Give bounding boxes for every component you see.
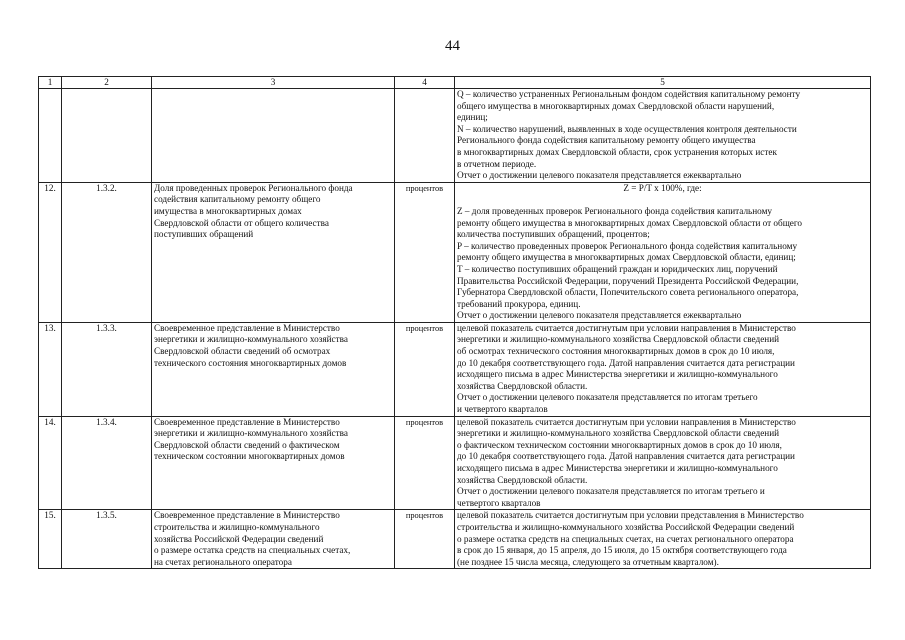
detail-line: строительства и жилищно-коммунального хозяйства Российской Федерации сведений — [457, 521, 795, 532]
column-header: 5 — [455, 77, 871, 89]
calculation-method-cell — [455, 322, 871, 416]
detail-line: до 10 декабря соответствующего года. Датой направления считается дата регистрации — [457, 357, 795, 368]
detail-line: Z = P/T x 100%, где: — [623, 182, 702, 193]
table-header-row — [39, 77, 871, 89]
detail-line: Отчет о достижении целевого показателя представляется по итогам третьего — [457, 392, 758, 403]
detail-line: целевой показатель считается достигнутым при условии направления в Министерство — [457, 322, 796, 333]
indicator-code-cell: 1.3.5. — [62, 510, 152, 569]
indicator-code-cell — [62, 89, 152, 183]
calculation-method-cell — [455, 89, 871, 183]
detail-line: единиц; — [457, 112, 488, 123]
table-row — [39, 416, 871, 510]
indicator-name-cell: Доля проведенных проверок Регионального фонда содействия капитальному ремонту общего имущества в многоквартирных домах Свердловской области от общего количества поступивших обращений — [152, 182, 395, 322]
detail-line: Z – доля проведенных проверок Регионального фонда содействия капитальному — [457, 205, 772, 216]
detail-line — [457, 194, 868, 206]
table-row — [39, 182, 871, 322]
unit-cell: процентов — [395, 322, 455, 416]
indicator-name-cell: Своевременное представление в Министерство строительства и жилищно-коммунального хозяйства Российской Федерации сведений о размере остатка средств на специальных счетах, на счетах регионального оператора — [152, 510, 395, 569]
table-row — [39, 510, 871, 569]
column-header: 2 — [62, 77, 152, 89]
detail-line: целевой показатель считается достигнутым при условии представления в Министерство — [457, 510, 804, 521]
detail-line: Отчет о достижении целевого показателя представляется ежеквартально — [457, 310, 742, 321]
detail-line: о фактическом техническом состоянии многоквартирных домов в срок до 10 июля, — [457, 439, 782, 450]
detail-line: требований прокурора, единиц. — [457, 298, 581, 309]
detail-line: в отчетном периоде. — [457, 158, 537, 169]
page-number: 44 — [445, 38, 460, 54]
detail-line: Регионального фонда содействия капитальному ремонту общего имущества — [457, 135, 756, 146]
indicator-code-cell: 1.3.2. — [62, 182, 152, 322]
detail-line: энергетики и жилищно-коммунального хозяйства Свердловской области сведений — [457, 428, 780, 439]
detail-line: исходящего письма в адрес Министерства энергетики и жилищно-коммунального — [457, 463, 778, 473]
detail-line: четвертого кварталов — [457, 497, 541, 508]
unit-cell: процентов — [395, 510, 455, 569]
detail-line: Отчет о достижении целевого показателя представляется по итогам третьего и — [457, 486, 765, 497]
calculation-method-cell — [455, 416, 871, 510]
detail-line: N – количество нарушений, выявленных в ходе осуществления контроля деятельности — [457, 123, 797, 134]
detail-line: энергетики и жилищно-коммунального хозяйства Свердловской области сведений — [457, 334, 780, 345]
calculation-method-cell — [455, 510, 871, 569]
row-number-cell: 13. — [39, 322, 62, 416]
detail-line: Отчет о достижении целевого показателя представляется ежеквартально — [457, 170, 742, 181]
unit-cell — [395, 89, 455, 183]
detail-line: исходящего письма в адрес Министерства энергетики и жилищно-коммунального — [457, 369, 778, 380]
detail-line: хозяйства Свердловской области. — [457, 380, 588, 391]
detail-line: ремонту общего имущества в многоквартирных домах Свердловской области, единиц; — [457, 252, 796, 263]
unit-cell: процентов — [395, 416, 455, 510]
row-number-cell: 14. — [39, 416, 62, 510]
column-header: 1 — [39, 77, 62, 89]
detail-line: и четвертого кварталов — [457, 404, 548, 415]
detail-line: ремонту общего имущества в многоквартирных домах Свердловской области от общего — [457, 217, 802, 228]
indicator-code-cell: 1.3.4. — [62, 416, 152, 510]
indicators-table — [38, 76, 871, 569]
detail-line: хозяйства Свердловской области. — [457, 474, 588, 485]
indicator-code-cell: 1.3.3. — [62, 322, 152, 416]
row-number-cell — [39, 89, 62, 183]
detail-line: общего имущества в многоквартирных домах Свердловской области нарушений, — [457, 100, 775, 111]
detail-line: об осмотрах технического состояния многоквартирных домов в срок до 10 июля, — [457, 346, 775, 357]
detail-line: T – количество поступивших обращений граждан и юридических лиц, поручений — [457, 263, 778, 274]
calculation-method-cell — [455, 182, 871, 322]
row-number-cell: 15. — [39, 510, 62, 569]
column-header: 4 — [395, 77, 455, 89]
detail-line: в срок до 15 января, до 15 апреля, до 15 июля, до 15 октября соответствующего года — [457, 545, 787, 556]
detail-line: целевой показатель считается достигнутым при условии направления в Министерство — [457, 416, 796, 427]
indicator-name-cell — [152, 89, 395, 183]
detail-line: до 10 декабря соответствующего года. Датой направления считается дата регистрации — [457, 451, 795, 462]
detail-line: (не позднее 15 числа месяца, следующего за отчетным кварталом). — [457, 556, 719, 567]
detail-line: P – количество проведенных проверок Регионального фонда содействия капитальному — [457, 240, 798, 251]
detail-line: о размере остатка средств на специальных счетах, на счетах регионального оператора — [457, 533, 794, 544]
unit-cell: процентов — [395, 182, 455, 322]
detail-line: Q – количество устраненных Региональным фондом содействия капитальному ремонту — [457, 89, 801, 99]
detail-line: Правительства Российской Федерации, поручений Президента Российской Федерации, — [457, 275, 799, 286]
detail-line: в многоквартирных домах Свердловской области, срок устранения которых истек — [457, 146, 777, 157]
detail-line: Губернатора Свердловской области, Попечительского совета регионального оператора, — [457, 287, 799, 298]
detail-line: количества поступивших обращений, процентов; — [457, 229, 650, 240]
indicator-name-cell: Своевременное представление в Министерство энергетики и жилищно-коммунального хозяйства Свердловской области сведений о фактическом техническом состоянии многоквартирных домов — [152, 416, 395, 510]
column-header: 3 — [152, 77, 395, 89]
row-number-cell: 12. — [39, 182, 62, 322]
table-row — [39, 322, 871, 416]
indicator-name-cell: Своевременное представление в Министерство энергетики и жилищно-коммунального хозяйства Свердловской области сведений об осмотрах технического состояния многоквартирных домов — [152, 322, 395, 416]
table-row — [39, 89, 871, 183]
